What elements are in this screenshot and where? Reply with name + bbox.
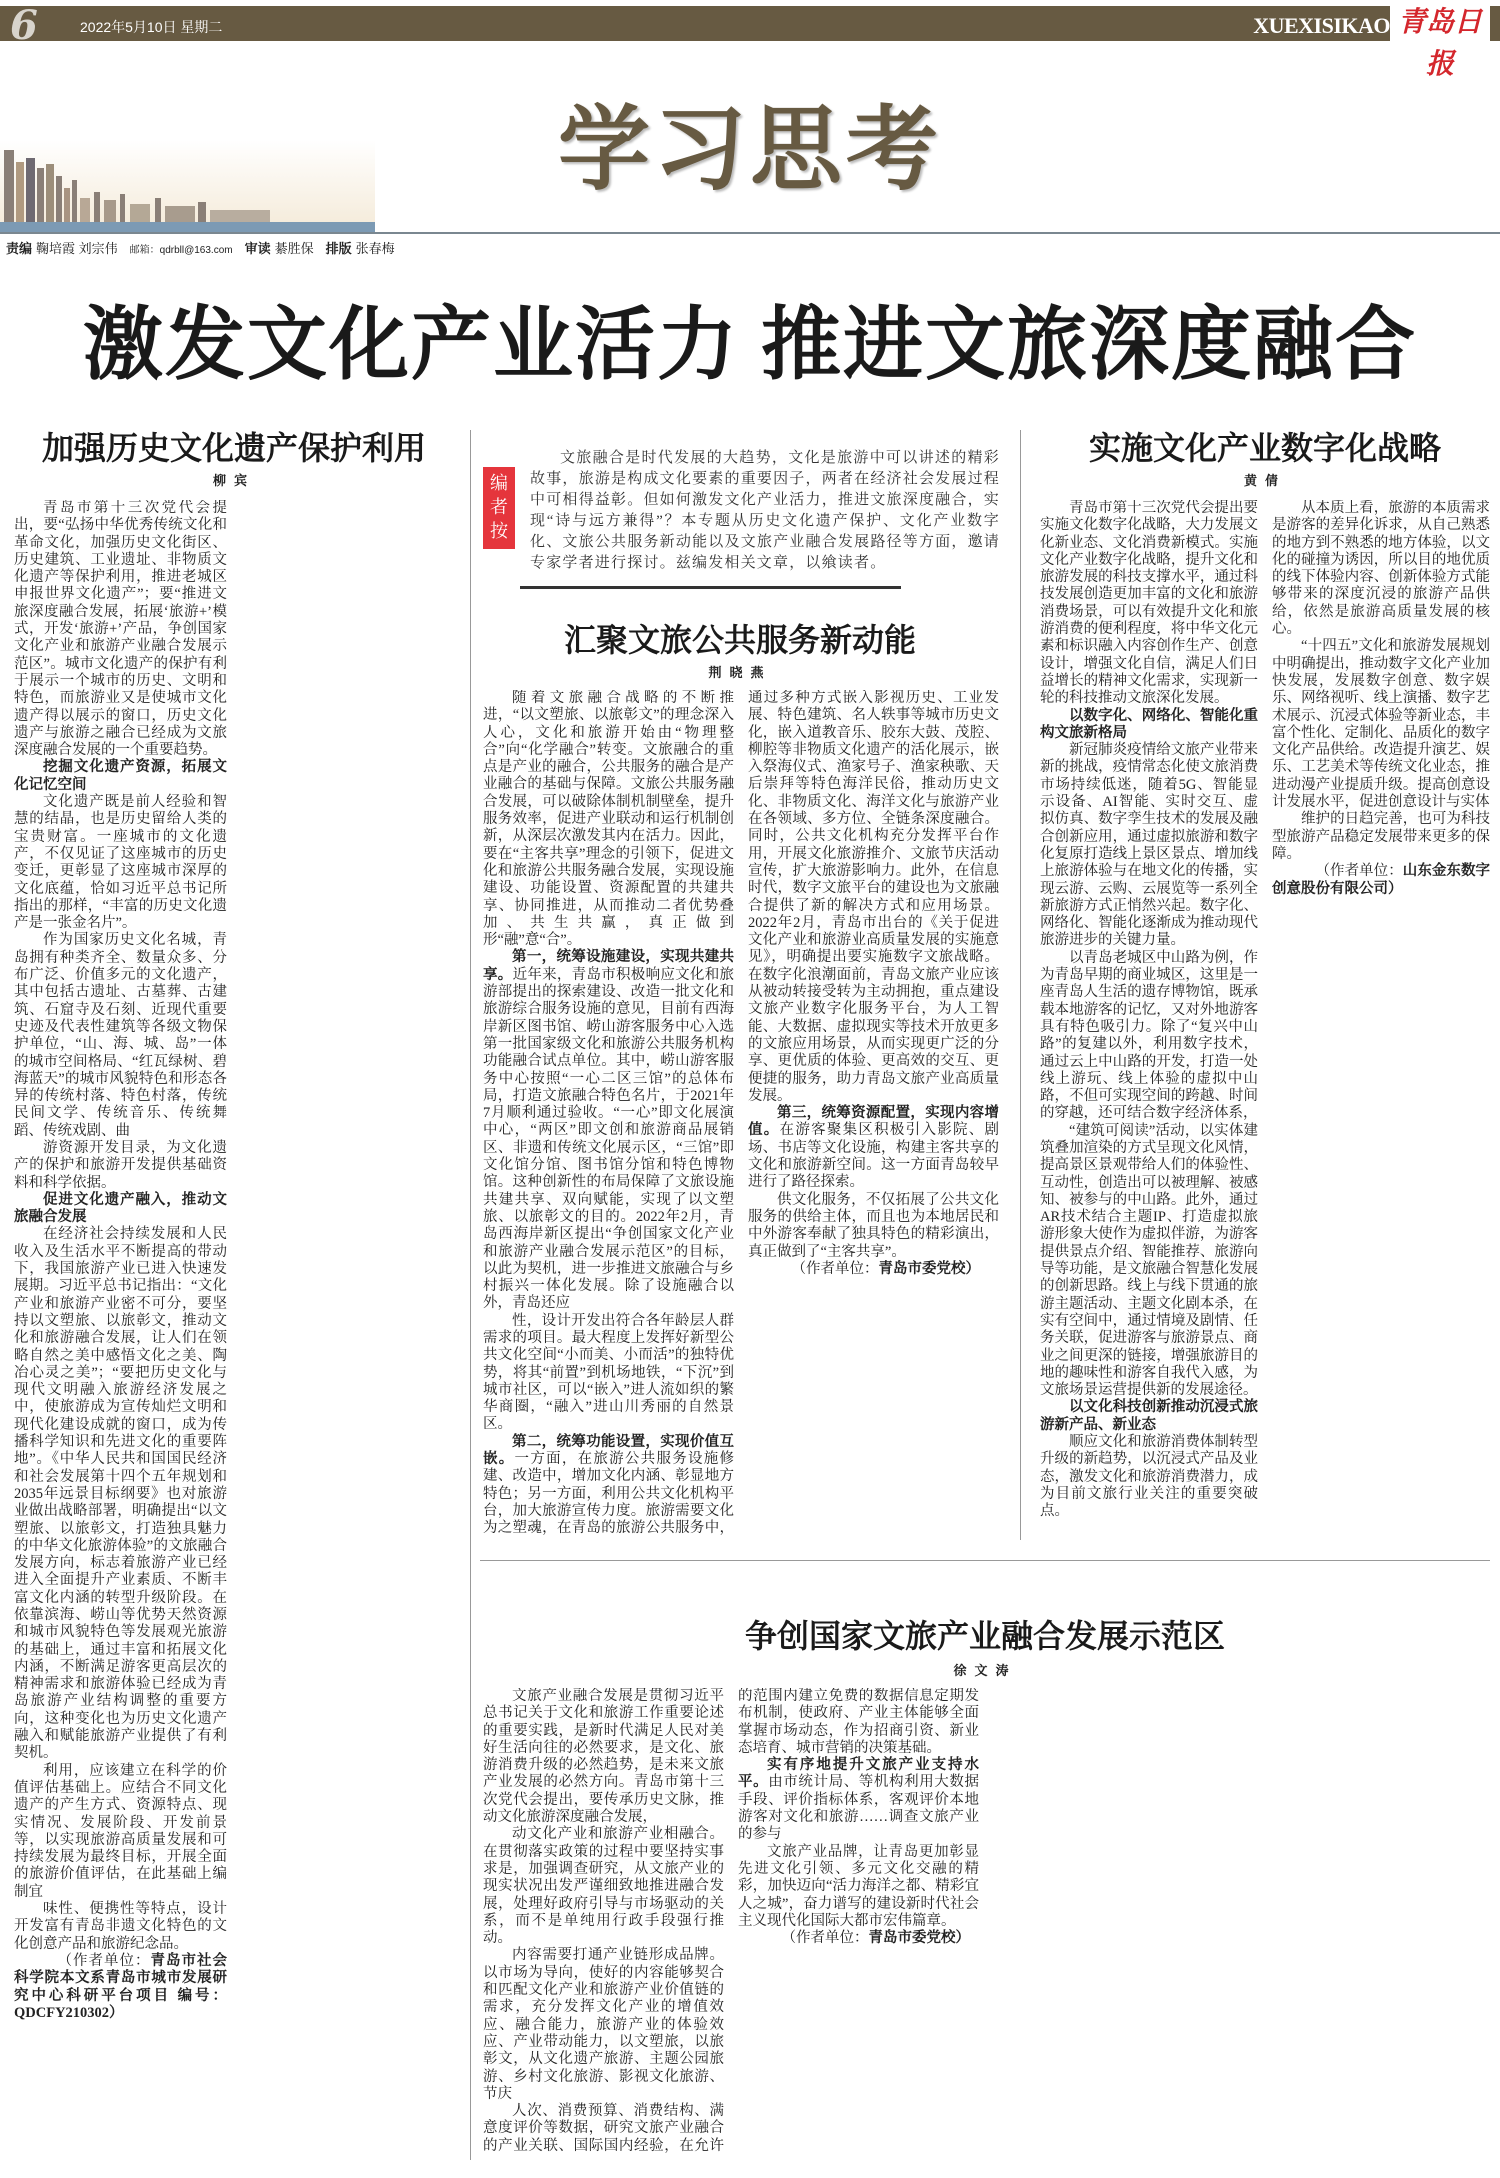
paragraph: 动文化产业和旅游产业相融合。在贯彻落实政策的过程中要坚持实事求是，加强调查研究，从文旅产业的现实状况出发严谨细致地推进融合发展，处理好政府引导与市场驱动的关系，而不是单纯用行政手段强行推动。 [483, 1826, 724, 1947]
affiliation-prefix: （作者单位： [791, 1260, 879, 1277]
paragraph: 新冠肺炎疫情给文旅产业带来新的挑战，疫情常态化使文旅消费市场持续低迷，随着5G、智能显示设备、AI智能、实时交互、虚拟仿真、数字孪生技术的发展及融合创新应用，通过虚拟旅游和数字化复原打造线上景区景点、增加线上旅游体验与在地文化的传播，实现云游、云购、云展览等一系列全新旅游方式正悄然兴起。数字化、网络化、智能化逐渐成为推动现代旅游进步的关键力量。 [1040, 742, 1258, 949]
paragraph: “十四五”文化和旅游发展规划中明确提出，推动数字文化产业加快发展，发展数字创意、数字娱乐、网络视听、线上演播、数字艺术展示、沉浸式体验等新业态，丰富个性化、定制化、品质化的数字文化产品供给。改造提升演艺、娱乐、工艺美术等传统文化业态，推进动漫产业提质升级。提高创意设计发展水平，促进创意设计与实体 [1272, 638, 1490, 811]
article-author: 柳宾 [212, 473, 255, 488]
reviewer: 綦胜保 [274, 241, 314, 256]
paragraph [738, 1757, 979, 1843]
article-title: 加强历史文化遗产保护利用 [41, 430, 426, 466]
paragraph: 顺应文化和旅游消费体制转型升级的新趋势，以沉浸式产品及业态，激发文化和旅游消费潜力，成为目前文旅行业关注的重要突破点。 [1040, 1434, 1258, 1520]
paragraph: 味性、便携性等特点，设计开发富有青岛非遗文化特色的文化创意产品和旅游纪念品。 [14, 1901, 227, 1952]
affiliation-prefix: （作者单位： [57, 1952, 151, 1969]
subheading: 挖掘文化遗产资源，拓展文化记忆空间 [14, 759, 227, 793]
affiliation-prefix: （作者单位： [781, 1930, 869, 1947]
paragraph: 青岛市第十三次党代会提出要实施文化数字化战略，大力发展文化新业态、文化消费新模式。实施文化产业数字化战略，提升文化和旅游发展的科技支撑水平，通过科技发展创造更加丰富的文化和旅游消费场景，可以有效提升文化和旅游消费的便利程度，将中华文化元素和标识融入内容创作生产、创意设计，增强文化自信，满足人们日益增长的精神文化需求，实现新一轮的科技推动文旅深化发展。 [1040, 500, 1258, 707]
paragraph: 人次、消费预算、消费结构、满意度评价等数据，研究文旅产业融合的产业关联、国际国内经验，在允许的范围内建立免费的数据信息定期发布机制，使政府、产业主体能够全面掌握市场动态，作为招商引资、新业态培育、城市营销的决策基础。 [483, 1688, 979, 2154]
paragraph-text: 一方面，在旅游公共服务设施修建、改造中，增加文化内涵、彰显地方特色；另一方面，利用公共文化机构平台，加大旅游宣传力度。旅游需要文化为之塑魂，在青岛的旅游公共服务中，通过多种方式嵌入影视历史、工业发展、特色建筑、名人轶事等城市历史文化，嵌入道教音乐、胶东大鼓、茂腔、柳腔等非物质文化遗产的活化展示，嵌入祭海仪式、渔家号子、渔家秧歌、天后崇拜等特色海洋民俗，推动历史文化、非物质文化、海洋文化与旅游产业在各领域、多方位、全链条深度融合。同时，公共文化机构充分发挥平台作用，开展文化旅游推介、文旅节庆活动宣传，扩大旅游影响力。此外，在信息时代，数字文旅平台的建设也为文旅融合提供了新的解决方式和应用场景。2022年2月，青岛市出台的《关于促进文化产业和旅游业高质量发展的实施意见》，明确提出要实施数字文旅战略。在数字化浪潮面前，青岛文旅产业应该从被动转接受转为主动拥抱，重点建设文旅产业数字化服务平台，为人工智能、大数据、虚拟现实等技术开放更多的文旅应用场景，从而实现更广泛的分享、更优质的体验、更高效的交互、更便捷的服务，助力青岛文旅产业高质量发展。 [483, 690, 999, 1537]
affiliation-note: ） [965, 1260, 980, 1277]
article-title: 实施文化产业数字化战略 [1088, 430, 1441, 466]
paragraph: 性，设计开发出符合各年龄层人群需求的项目。最大程度上发挥好新型公共文化空间“小而美、小而活”的独特优势，将其“前置”到机场地铁，“下沉”到城市社区，可以“嵌入”进人流如织的繁华商圈，“融入”进山川秀丽的自然景区。 [483, 1312, 734, 1433]
paragraph-text: 由市统计局、等机构利用大数据手段、评价指标体系，客观评价本地游客对文化和旅游……调查文旅产业的参与 [738, 1774, 980, 1843]
paragraph-lead: 第二，统筹功能设置，实现价值互嵌。 [483, 1433, 734, 1468]
paragraph: 游资源开发目录，为文化遗产的保护和旅游开发提供基础资料和科学依据。 [14, 1139, 227, 1191]
paragraph: “建筑可阅读”活动，以实体建筑叠加渲染的方式呈现文化风情，提高景区景观带给人们的体验性、互动性，创造出可以被理解、被感知、被参与的中山路。此外，通过AR技术结合主题IP、打造虚拟旅游形象大使作为虚拟伴游，为游客提供景点介绍、智能推荐、旅游向导等功能，是文旅融合智慧化发展的创新思路。线上与线下贯通的旅游主题活动、主题文化剧本杀，在实有空间中，通过情境及剧情、任务关联，促进游客与旅游景点、商业之间更深的链接，增强旅游目的地的趣味性和游客自我代入感，为文旅场景运营提供新的发展途径。 [1040, 1122, 1258, 1399]
affiliation-note: ） [955, 1930, 970, 1947]
affiliation-note: ） [1388, 880, 1403, 897]
paragraph: 内容需要打通产业链形成品牌。以市场为导向，使好的内容能够契合和匹配文化产业和旅游产业价值链的需求，充分发挥文化产业的增值效应、融合能力，旅游产业的体验效应、产业带动能力，以文塑旅，以旅彰文，从文化遗产旅游、主题公园旅游、乡村文化旅游、影视文化旅游、节庆 [483, 1947, 724, 2102]
column-divider [1020, 430, 1021, 1540]
editor-label: 责编 [6, 241, 33, 256]
article-body [483, 690, 999, 1540]
newspaper-logo: 青岛日报 [1390, 2, 1490, 44]
paragraph: 青岛市第十三次党代会提出，要“弘扬中华优秀传统文化和革命文化，加强历史文化街区、历史建筑、工业遗址、非物质文化遗产等保护利用，推进老城区申报世界文化遗产”；要“推进文旅深度融合发展，拓展‘旅游+’模式，开发‘旅游+’产品，争创国家文化产业和旅游产业融合发展示范区”。城市文化遗产的保护有利于展示一个城市的历史、文明和特色，而旅游业又是使城市文化遗产得以展示的窗口，历史文化遗产与旅游之融合已经成为文旅深度融合发展的一个重要趋势。 [14, 500, 227, 759]
paragraph-lead: 实有序地提升文旅产业支持水平。 [738, 1757, 979, 1791]
editor-note-label-text: 编者按 [490, 473, 508, 541]
affiliation-prefix: （作者单位： [1315, 863, 1403, 880]
review-label: 审读 [244, 241, 271, 256]
subheading: 以数字化、网络化、智能化重构文旅新格局 [1040, 707, 1258, 741]
affiliation-name: 青岛市社会科学院 [14, 1952, 227, 1987]
paragraph: 文旅产业融合发展是贯彻习近平总书记关于文化和旅游工作重要论述的重要实践，是新时代满足人民对美好生活向往的必然要求，是文化、旅游消费升级的必然趋势，是未来文旅产业发展的必然方向。青岛市第十三次党代会提出，要传承历史文脉，推动文化旅游深度融合发展， [483, 1688, 724, 1826]
divider [520, 586, 901, 589]
article-author: 黄倩 [1243, 473, 1286, 488]
article-body [1040, 500, 1490, 1540]
paragraph: 维护的日趋完善，也可为科技型旅游产品稳定发展带来更多的保障。 [1272, 811, 1490, 862]
paragraph [483, 949, 734, 1312]
email: 邮箱：qdrbll@163.com [129, 245, 233, 256]
paragraph-lead: 第三，统筹资源配置，实现内容增值。 [748, 1105, 999, 1139]
paragraph: 在经济社会持续发展和人民收入及生活水平不断提高的带动下，我国旅游产业已进入快速发展期。习近平总书记指出：“文化产业和旅游产业密不可分，要坚持以文塑旅、以旅彰文，推动文化和旅游融合发展，让人们在领略自然之美中感悟文化之美、陶冶心灵之美”；“要把历史文化与现代文明融入旅游经济发展之中，使旅游成为宣传灿烂文明和现代化建设成就的窗口，成为传播科学知识和先进文化的重要阵地”。《中华人民共和国国民经济和社会发展第十四个五年规划和2035年远景目标纲要》也对旅游业做出战略部署，明确提出“以文塑旅、以旅彰文，打造独具魅力的中华文化旅游体验”的文旅融合发展方向，标志着旅游产业已经进入全面提升产业素质、不断丰富文化内涵的转型升级阶段。在依靠滨海、崂山等优势天然资源和城市风貌特色等发展观光旅游的基础上，通过丰富和拓展文化内涵，不断满足游客更高层次的精神需求和旅游体验已经成为青岛旅游产业结构调整的重要方向，这种变化也为历史文化遗产融入和赋能旅游产业提供了有利契机。 [14, 1226, 227, 1762]
affiliation-name: 青岛市委党校 [868, 1930, 956, 1947]
author-affiliation [1272, 863, 1490, 898]
paragraph: 供文化服务，不仅拓展了公共文化服务的供给主体，而且也为本地居民和中外游客奉献了独具特色的精彩演出，真正做到了“主客共享”。 [748, 1191, 999, 1260]
credits-line [6, 238, 407, 257]
paragraph-text: 在游客聚集区积极引入影院、剧场、书店等文化设施，构建主客共享的文化和旅游新空间。这一方面青岛较早进行了路径探索。 [748, 1122, 999, 1191]
paragraph: 随着文旅融合战略的不断推进，“以文塑旅、以旅彰文”的理念深入人心，文化和旅游开始由“物理整合”向“化学融合”转变。文旅融合的重点是产业的融合，公共服务的融合是产业融合的基础与保障。文旅公共服务融合发展，可以破除体制机制壁垒，提升服务效率，促进产业联动和运行机制创新，从深层次激发其内在活力。因此，要在“主客共享”理念的引领下，促进文化和旅游公共服务融合发展，实现设施建设、功能设置、资源配置的共建共享、协同推进，从而推动二者优势叠加、共生共赢，真正做到形“融”意“合”。 [483, 690, 734, 949]
affiliation-note: 本文系青岛市城市发展研究中心科研平台项目 编号：QDCFY210302） [14, 1970, 228, 2021]
subheading: 促进文化遗产融入，推动文旅融合发展 [14, 1191, 227, 1226]
article-title: 争创国家文旅产业融合发展示范区 [744, 1618, 1225, 1654]
paragraph-text: 近年来，青岛市积极响应文化和旅游部提出的探索建设、改造一批文化和旅游综合服务设施的意见，目前有西海岸新区图书馆、崂山游客服务中心入选第一批国家级文化和旅游公共服务机构功能融合试点单位。其中，崂山游客服务中心按照“一心二区三馆”的总体布局，打造文旅融合特色名片，于2021年7月顺利通过验收。“一心”即文化展演中心，“两区”即文创和旅游商品展销区、非遗和传统文化展示区，“三馆”即文化馆分馆、图书馆分馆和特色博物馆。这种创新性的布局保障了文旅设施共建共享、双向赋能，实现了以文塑旅、以旅彰文的目的。2022年2月，青岛西海岸新区提出“争创国家文化产业和旅游产业融合发展示范区”的目标，以此为契机，进一步推进文旅融合与乡村振兴一体化发展。除了设施融合以外，青岛还应 [483, 966, 734, 1312]
affiliation-name: 山东金东数字创意股份有限公司 [1272, 863, 1490, 897]
paragraph: 作为国家历史文化名城，青岛拥有种类齐全、数量众多、分布广泛、价值多元的文化遗产，其中包括古遗址、古墓葬、古建筑、石窟寺及石刻、近现代重要史迹及代表性建筑等各级文物保护单位，“山、海、城、岛”一体的城市空间格局、“红瓦绿树、碧海蓝天”的城市风貌特色和形态各异的传统村落、特色村落，传统民间文学、传统音乐、传统舞蹈、传统戏剧、曲 [14, 932, 227, 1139]
author-affiliation [14, 1953, 227, 2022]
author-affiliation [738, 1930, 979, 1947]
article-author: 徐文涛 [953, 1663, 1017, 1678]
subheading: 以文化科技创新推动沉浸式旅游新产品、新业态 [1040, 1399, 1258, 1433]
paragraph-lead: 第一，统筹设施建设，实现共建共享。 [483, 949, 734, 983]
paragraph: 从本质上看，旅游的本质需求是游客的差异化诉求，从自己熟悉的地方到不熟悉的地方体验，以文化的碰撞为诱因，所以目的地优质的线下体验内容、创新体验方式能够带来的深度沉浸的旅游产品供给，依然是旅游高质量发展的核心。 [1272, 500, 1490, 638]
article-title: 汇聚文旅公共服务新动能 [563, 622, 916, 658]
article-author: 荆晓燕 [708, 665, 772, 680]
section-divider [480, 1560, 1490, 1561]
paragraph [748, 1105, 999, 1191]
section-pinyin: XUEXISIKAO [1253, 13, 1390, 38]
editors: 鞠培霞 刘宗伟 [36, 241, 118, 256]
editor-note: 文旅融合是时代发展的大趋势，文化是旅游中可以讲述的精彩故事，旅游是构成文化要素的重要因子，两者在经济社会发展过程中可相得益彰。但如何激发文化产业活力，推进文旅深度融合，实现“诗与远方兼得”？本专题从历史文化遗产保护、文化产业数字化、文旅公共服务新动能以及文旅产业融合发展路径等方面，邀请专家学者进行探讨。兹编发相关文章，以飨读者。 [530, 450, 1000, 571]
section-title: 学习思考 [557, 99, 942, 201]
article-body [14, 500, 454, 2160]
issue-date: 2022年5月10日 星期二 [80, 19, 223, 35]
editor-note-label [483, 467, 515, 549]
author-affiliation [748, 1261, 999, 1278]
paragraph: 文旅产业品牌，让青岛更加彰显先进文化引领、多元文化交融的精彩，加快迈向“活力海洋之都、精彩宜人之城”，奋力谱写的建设新时代社会主义现代化国际大都市宏伟篇章。 [738, 1843, 979, 1929]
page-number: 6 [10, 2, 38, 49]
article-body [483, 1688, 1489, 2160]
layout-editor: 张春梅 [355, 241, 395, 256]
paragraph: 利用，应该建立在科学的价值评估基础上。应结合不同文化遗产的产生方式、资源特点、现实情况、发展阶段、开发前景等，以实现旅游高质量发展和可持续发展为最终目标，开展全面的旅游价值评估，在此基础上编制宜 [14, 1762, 227, 1900]
layout-label: 排版 [325, 241, 352, 256]
divider [0, 232, 1500, 234]
paragraph: 文化遗产既是前人经验和智慧的结晶，也是历史留给人类的宝贵财富。一座城市的文化遗产，不仅见证了这座城市的历史变迁，更彰显了这座城市深厚的文化底蕴，恰如习近平总书记所指出的那样，“丰富的历史文化遗产是一张金名片”。 [14, 794, 227, 932]
column-divider [470, 430, 471, 2160]
affiliation-name: 青岛市委党校 [878, 1260, 966, 1277]
page-headline: 激发文化产业活力 推进文旅深度融合 [83, 302, 1417, 390]
paragraph: 以青岛老城区中山路为例，作为青岛早期的商业城区，这里是一座青岛人生活的遗存博物馆，既承载本地游客的记忆，又对外地游客具有特色吸引力。除了“复兴中山路”的复建以外，利用数字技术，通过云上中山路的开发，打造一处线上游玩、线上体验的虚拟中山路，不但可实现空间的跨越、时间的穿越，还可结合数字经济体系， [1040, 949, 1258, 1122]
